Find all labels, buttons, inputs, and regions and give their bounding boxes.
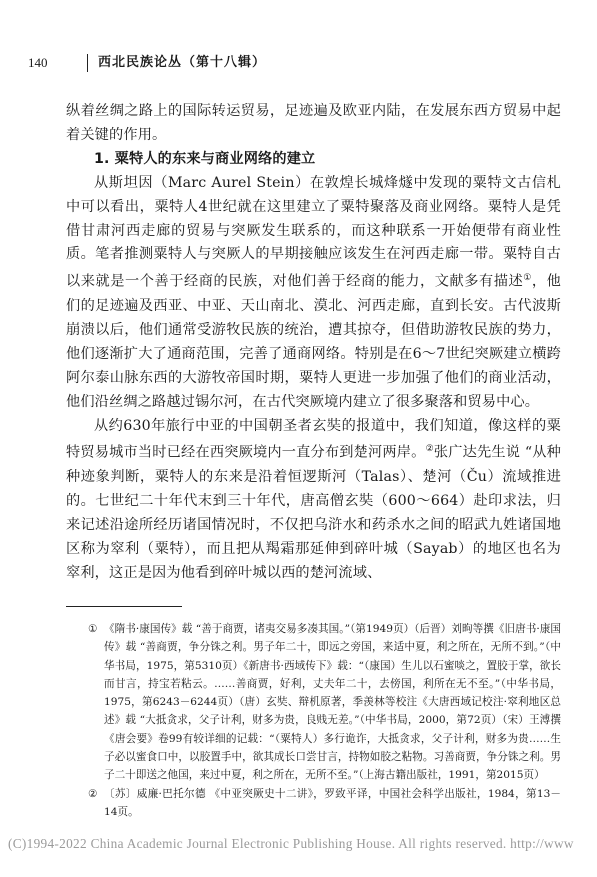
paragraph-text: 张广达先生说 “从种种迹象判断，粟特人的东来是沿着恒逻斯河（Talas）、楚河（Ču）流域推进的。七世纪二十年代末到三十年代，唐高僧玄奘（600～664）赴印求法，归来记述沿途所经历诸国情况时，不仅把乌浒水和药杀水之间的昭武九姓诸国地区称为窣利（粟特），而且把从羯霜那延伸到碎叶城（Sayab）的地区也名为窣利，这正是因为他看到碎叶城以西的楚河流域、 [66, 445, 561, 581]
section-heading: 1. 粟特人的东来与商业网络的建立 [94, 150, 316, 167]
footnote [66, 785, 561, 822]
header-divider [87, 54, 88, 72]
footnote-text: 〔苏〕威廉·巴托尔德 《中亚突厥史十二讲》，罗致平译，中国社会科学出版社，1984，第13－14页。 [104, 787, 561, 818]
footnote-mark: ① [88, 623, 98, 635]
paragraph-text: 从约630年旅行中亚的中国朝圣者玄奘的报道中，我们知道，像这样的粟特贸易城市当时已经在西突厥境内一直分布到楚河两岸。 [66, 417, 561, 462]
copyright-watermark: (C)1994-2022 China Academic Journal Electronic Publishing House. All rights reserved. http://www [8, 836, 574, 851]
page-header [28, 50, 588, 76]
footnote-text: 《隋书·康国传》载 “善于商贾，诸夷交易多凑其国。”（第1949页）（后晋）刘昫等撰《旧唐书·康国传》载 “善商贾，争分铢之利。男子年二十，即远之旁国，来适中夏，利之所在，无所不到。”（中华书局，1975，第5310页）《新唐书·西域传下》载：“（康国）生儿以石蜜啖之，置胶于掌，欲长而甘言，持宝若粘云。……善商贾，好利，丈夫年二十，去傍国，利所在无不至。”（中华书局，1975，第6243－6244页）（唐）玄奘、辩机原著，季羡林等校注《大唐西域记校注·窣利地区总述》载 “大抵贪求，父子计利，财多为贵，良贱无差。”（中华书局，2000，第72页）（宋）王溥撰《唐会要》卷99有较详细的记载：“（粟特人）多行诡诈，大抵贪求，父子计利，财多为贵……生子必以蜜食口中，以胶置手中，欲其成长口尝甘言，持物如胶之粘物。习善商贾，争分铢之利。男子二十即送之他国，来过中夏，利之所在，无所不至。”（上海古籍出版社，1991，第2015页） [104, 623, 561, 782]
journal-title: 西北民族论丛（第十八辑） [98, 55, 267, 70]
paragraph-continued: 纵着丝绸之路上的国际转运贸易，足迹遍及欧亚内陆，在发展东西方贸易中起着关键的作用。 [66, 103, 561, 143]
main-text [66, 100, 561, 586]
footnote-mark: ② [88, 787, 98, 800]
paragraph-text: 从斯坦因（Marc Aurel Stein）在敦煌长城烽燧中发现的粟特文古信札中可以看出，粟特人4世纪就在这里建立了粟特聚落及商业网络。粟特人是凭借甘肃河西走廊的贸易与突厥发生联系的，而这种联系一开始便带有商业性质。笔者推测粟特人与突厥人的早期接触应该发生在河西走廊一带。粟特自古以来就是一个善于经商的民族，对他们善于经商的能力，文献多有描述 [66, 174, 561, 291]
paragraph [66, 172, 561, 415]
footnote [66, 620, 561, 785]
paragraph [66, 415, 561, 586]
footnote-rule [66, 606, 182, 607]
footnote-ref-1[interactable]: ① [523, 273, 532, 284]
footnote-ref-2[interactable]: ② [425, 444, 434, 455]
footnotes [66, 620, 561, 821]
paragraph-text: ，他们的足迹遍及西亚、中亚、天山南北、漠北、河西走廊，直到长安。古代波斯崩溃以后，他们通常受游牧民族的统治，遭其掠夺，但借助游牧民族的势力，他们逐渐扩大了通商范围，完善了通商网络。特别是在6～7世纪突厥建立横跨阿尔泰山脉东西的大游牧帝国时期，粟特人更进一步加强了他们的商业活动，他们沿丝绸之路越过锡尔河，在古代突厥境内建立了很多聚落和贸易中心。 [66, 274, 561, 410]
page-number: 140 [28, 55, 48, 70]
